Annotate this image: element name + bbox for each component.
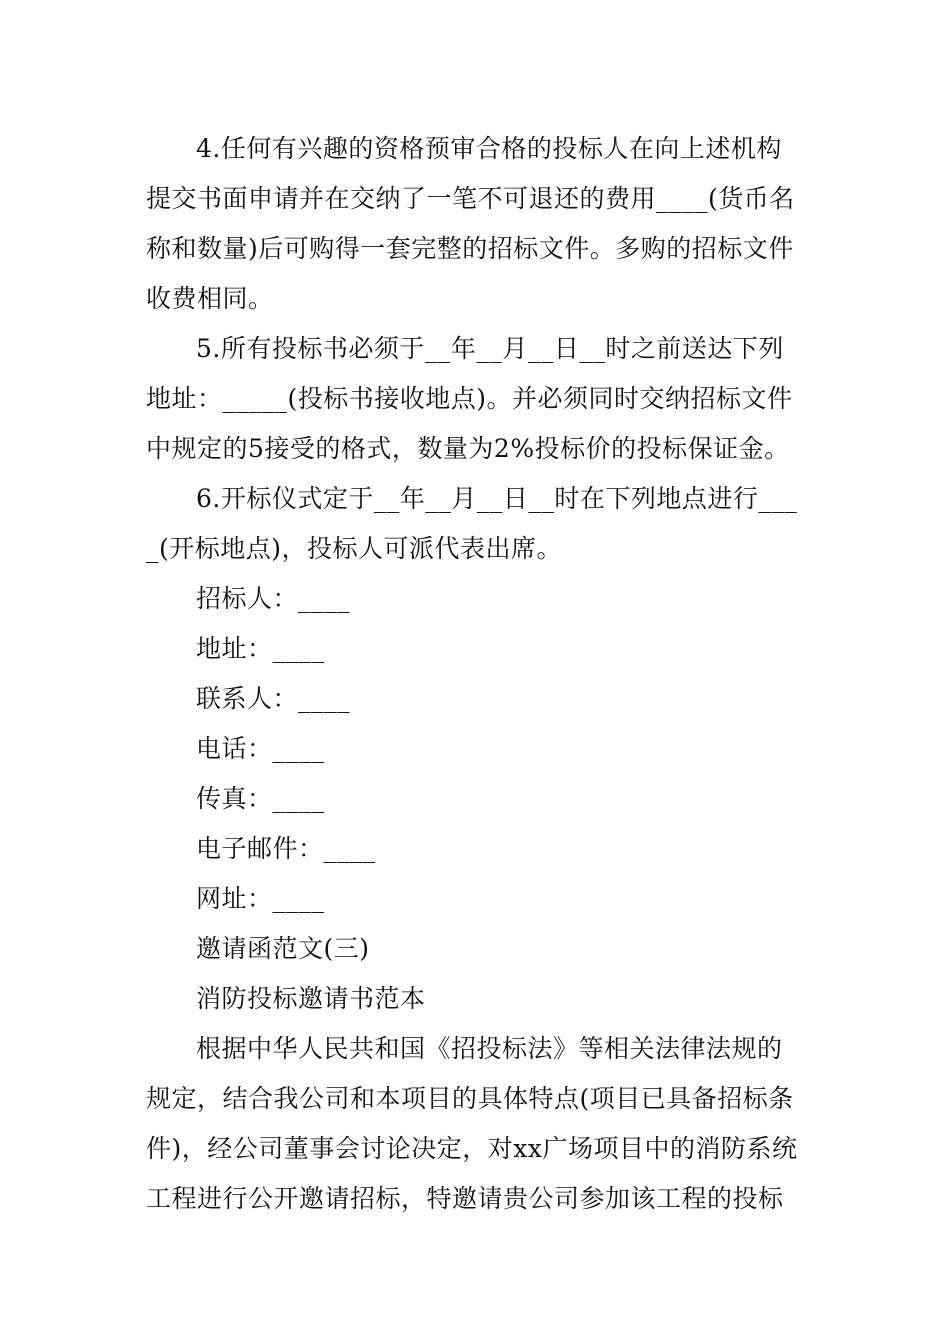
field-tenderer: 招标人：____ [196, 584, 351, 613]
field-website: 网址：____ [196, 884, 325, 913]
paragraph-4-line-3: 称和数量)后可购得一套完整的招标文件。多购的招标文件 [146, 234, 794, 263]
body-paragraph-line-2: 规定，结合我公司和本项目的具体特点(项目已具备招标条 [146, 1084, 794, 1113]
body-paragraph-line-4: 工程进行公开邀请招标，特邀请贵公司参加该工程的投标 [146, 1184, 784, 1213]
field-fax: 传真：____ [196, 784, 325, 813]
paragraph-4-line-4: 收费相同。 [146, 284, 274, 313]
paragraph-5-line-3: 中规定的5接受的格式，数量为2%投标价的投标保证金。 [146, 434, 790, 463]
paragraph-4-line-1: 4.任何有兴趣的资格预审合格的投标人在向上述机构 [196, 134, 782, 163]
body-paragraph-line-1: 根据中华人民共和国《招投标法》等相关法律法规的 [196, 1034, 783, 1063]
paragraph-6-line-2: _(开标地点)，投标人可派代表出席。 [146, 534, 563, 563]
paragraph-5-line-1: 5.所有投标书必须于__年__月__日__时之前送达下列 [196, 334, 784, 363]
field-phone: 电话：____ [196, 734, 325, 763]
field-email: 电子邮件：____ [196, 834, 376, 863]
section-heading: 邀请函范文(三) [196, 934, 370, 963]
paragraph-5-line-2: 地址：_____(投标书接收地点)。并必须同时交纳招标文件 [146, 384, 793, 413]
field-address: 地址：____ [196, 634, 325, 663]
document-title: 消防投标邀请书范本 [196, 984, 426, 1013]
field-contact: 联系人：____ [196, 684, 351, 713]
paragraph-6-line-1: 6.开标仪式定于__年__月__日__时在下列地点进行___ [196, 484, 798, 513]
body-paragraph-line-3: 件)，经公司董事会讨论决定，对xx广场项目中的消防系统 [146, 1134, 798, 1163]
paragraph-4-line-2: 提交书面申请并在交纳了一笔不可退还的费用____(货币名 [146, 184, 795, 213]
